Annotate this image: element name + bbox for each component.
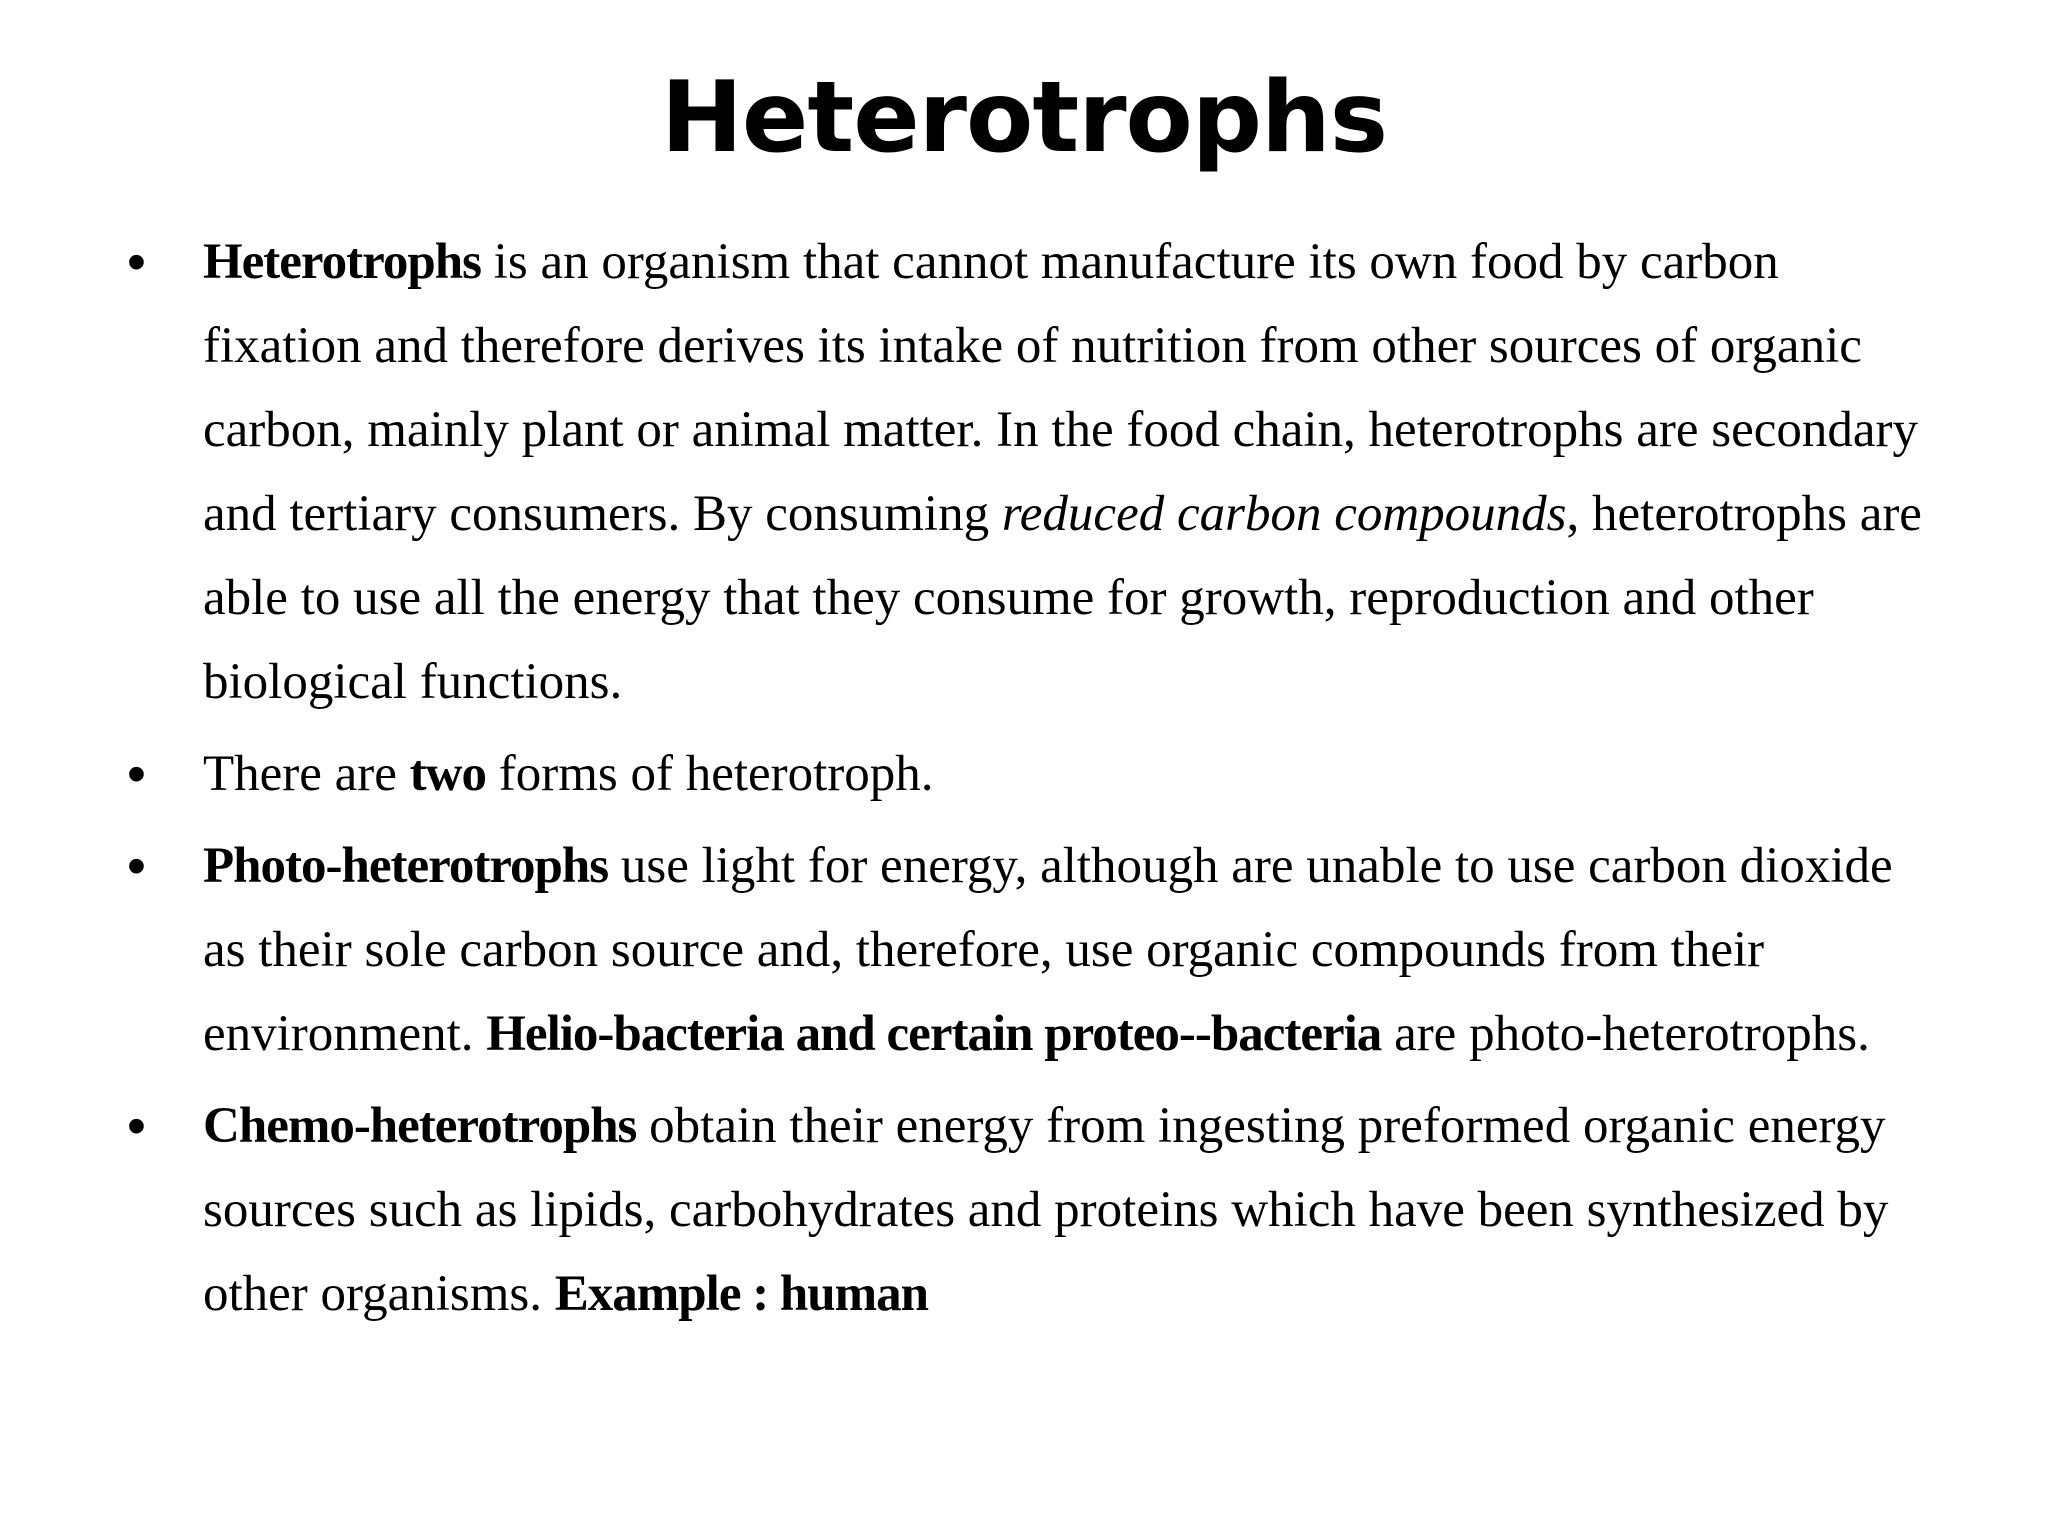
bullet-dot-icon: • [127, 744, 146, 804]
bullet-photo-heterotrophs [0, 824, 1943, 1076]
bullet-text: are photo-heterotrophs. [1381, 1006, 1870, 1062]
slide-title: Heterotrophs [660, 61, 1388, 175]
term-chemo-heterotrophs: Chemo-heterotrophs [203, 1098, 637, 1154]
bullet-text: is an organism that cannot manufacture its own food by carbon fixation and therefore derives its intake of nutrition from other sources of organic carbon, mainly plant or animal matter. In the food chain, heterotrophs are secondary and tertiary consumers. By consuming [203, 234, 1918, 542]
bullet-dot-icon: • [127, 1096, 146, 1156]
term-example-human: Example : human [554, 1266, 929, 1322]
bullet-text: use light for energy, although are unable to use carbon dioxide as their sole carbon source and, therefore, use organic compounds from their environment. [203, 838, 1893, 1062]
bullet-two-forms [0, 732, 1943, 816]
bullet-text: , heterotrophs are able to use all the energy that they consume for growth, reproduction and other biological functions. [203, 486, 1922, 710]
bullet-dot-icon: • [127, 836, 146, 896]
term-two: two [409, 746, 486, 802]
bullet-chemo-heterotrophs [0, 1084, 1943, 1336]
bullet-list [0, 220, 2048, 1336]
bullet-text: There are [203, 746, 410, 802]
bullet-text: obtain their energy from ingesting preformed organic energy sources such as lipids, carbohydrates and proteins which have been synthesized by other organisms. [203, 1098, 1889, 1322]
emphasis-reduced-carbon-compounds: reduced carbon compounds [1001, 486, 1567, 542]
bullet-heterotrophs-definition [0, 220, 1943, 724]
term-photo-heterotrophs: Photo-heterotrophs [203, 838, 609, 894]
bullet-text: forms of heterotroph. [486, 746, 934, 802]
term-helio-bacteria: Helio-bacteria and certain proteo--bacteria [486, 1006, 1382, 1062]
bullet-dot-icon: • [127, 232, 146, 292]
term-heterotrophs: Heterotrophs [203, 234, 481, 290]
